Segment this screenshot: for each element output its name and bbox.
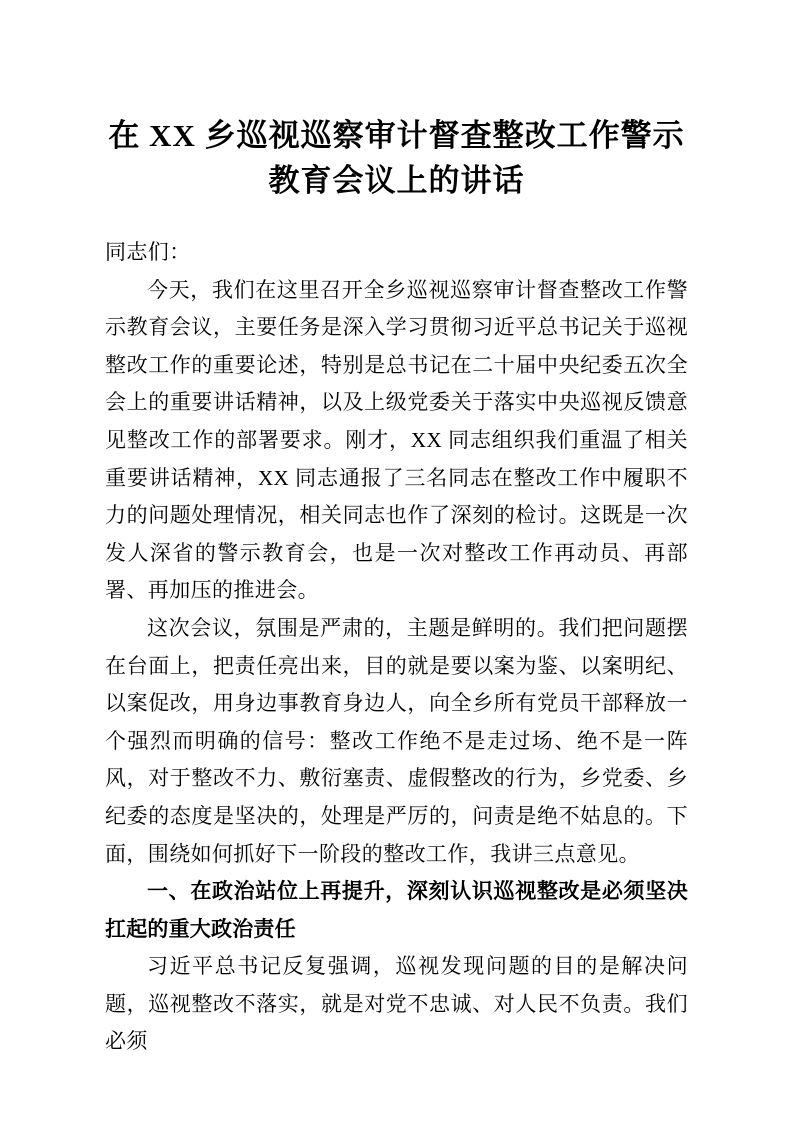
- document-title-line-1: 在 XX 乡巡视巡察审计督查整改工作警示: [108, 118, 685, 153]
- document-title-line-2: 教育会议上的讲话: [268, 163, 525, 198]
- document-body: [105, 234, 688, 1061]
- document-title: [105, 113, 688, 203]
- intro-paragraph-2: 这次会议，氛围是严肃的，主题是鲜明的。我们把问题摆在台面上，把责任亮出来，目的就是要以案为鉴、以案明纪、以案促改，用身边事教育身边人，向全乡所有党员干部释放一个强烈而明确的信号：整改工作绝不是走过场、绝不是一阵风，对于整改不力、敷衍塞责、虚假整改的行为，乡党委、乡纪委的态度是坚决的，处理是严厉的，问责是绝不姑息的。下面，围绕如何抓好下一阶段的整改工作，我讲三点意见。: [105, 615, 688, 866]
- section-1-paragraph-1: 习近平总书记反复强调，巡视发现问题的目的是解决问题，巡视整改不落实，就是对党不忠诚、对人民不负责。我们必须: [105, 954, 688, 1054]
- salutation: 同志们：: [105, 240, 191, 264]
- section-1-heading: 一、在政治站位上再提升，深刻认识巡视整改是必须坚决扛起的重大政治责任: [105, 880, 688, 941]
- intro-paragraph-1: 今天，我们在这里召开全乡巡视巡察审计督查整改工作警示教育会议，主要任务是深入学习贯彻习近平总书记关于巡视整改工作的重要论述，特别是总书记在二十届中央纪委五次全会上的重要讲话精神，以及上级党委关于落实中央巡视反馈意见整改工作的部署要求。刚才，XX 同志组织我们重温了相关重要讲话精神，XX 同志通报了三名同志在整改工作中履职不力的问题处理情况，相关同志也作了深刻的检讨。这既是一次发人深省的警示教育会，也是一次对整改工作再动员、再部署、再加压的推进会。: [105, 277, 688, 603]
